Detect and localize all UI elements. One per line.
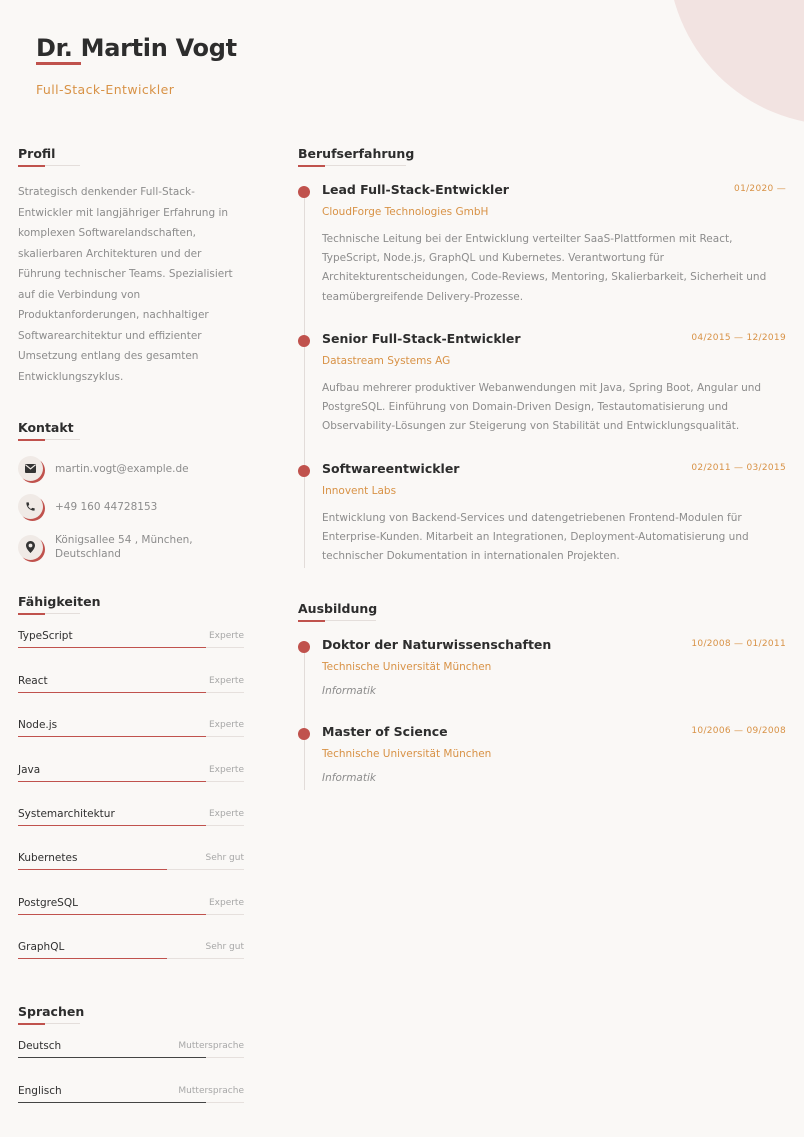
skill-name: React bbox=[18, 675, 48, 687]
skill-level: Experte bbox=[208, 765, 244, 775]
job-role: Full-Stack-Entwickler bbox=[36, 82, 175, 97]
skill-level: Experte bbox=[208, 676, 244, 686]
education-heading-line bbox=[298, 620, 376, 621]
contact-phone[interactable] bbox=[18, 494, 215, 519]
job-company: Innovent Labs bbox=[322, 485, 397, 497]
location-pin-icon bbox=[18, 535, 43, 560]
timeline-dot bbox=[298, 335, 310, 347]
school-name: Technische Universität München bbox=[322, 748, 492, 760]
language-row bbox=[18, 1085, 244, 1105]
language-bar-fill bbox=[18, 1102, 206, 1103]
skill-bar-track bbox=[18, 914, 244, 915]
experience-timeline bbox=[304, 188, 305, 568]
timeline-dot bbox=[298, 186, 310, 198]
skill-row bbox=[18, 675, 244, 695]
job-title: Senior Full-Stack-Entwickler bbox=[322, 331, 521, 346]
email-text: martin.vogt@example.de bbox=[55, 462, 189, 475]
languages-heading-line bbox=[18, 1023, 80, 1024]
education-heading: Ausbildung bbox=[298, 601, 378, 616]
skill-bar-track bbox=[18, 647, 244, 648]
job-date: 02/2011 — 03/2015 bbox=[691, 463, 786, 473]
skill-name: Node.js bbox=[18, 719, 58, 731]
skill-row bbox=[18, 719, 244, 739]
contact-address bbox=[18, 533, 215, 561]
timeline-dot bbox=[298, 728, 310, 740]
skill-bar-fill bbox=[18, 736, 206, 737]
job-date: 04/2015 — 12/2019 bbox=[691, 333, 786, 343]
education-date: 10/2008 — 01/2011 bbox=[691, 639, 786, 649]
skill-row bbox=[18, 941, 244, 961]
field-of-study: Informatik bbox=[322, 772, 376, 784]
experience-heading: Berufserfahrung bbox=[298, 146, 415, 161]
skill-bar-fill bbox=[18, 781, 206, 782]
language-name: Englisch bbox=[18, 1085, 62, 1097]
profile-text: Strategisch denkender Full-Stack-Entwickler mit langjähriger Erfahrung in komplexen Softwarelandschaften, skalierbaren Architekturen und der Führung technischer Teams. Spezialisiert auf die Verbindung von Produktanforderungen, nachhaltiger Softwarearchitektur und effizienter Umsetzung entlang des gesamten Entwicklungszyklus. bbox=[18, 186, 233, 383]
skill-row bbox=[18, 852, 244, 872]
timeline-dot bbox=[298, 641, 310, 653]
language-name: Deutsch bbox=[18, 1040, 62, 1052]
skill-name: GraphQL bbox=[18, 941, 65, 953]
skill-name: PostgreSQL bbox=[18, 897, 78, 909]
timeline-dot bbox=[298, 465, 310, 477]
skill-name: TypeScript bbox=[18, 630, 73, 642]
decorative-blob bbox=[668, 0, 804, 125]
skill-level: Experte bbox=[208, 631, 244, 641]
contact-email[interactable] bbox=[18, 456, 215, 481]
job-description: Technische Leitung bei der Entwicklung verteilter SaaS-Plattformen mit React, TypeScript, Node.js, GraphQL und Kubernetes. Verantwortung für Architekturentscheidungen, Code-Reviews, Mentoring, Skalierbarkeit, Sicherheit und teamübergreifende Delivery-Prozesse. bbox=[322, 233, 767, 303]
person-name: Dr. Martin Vogt bbox=[36, 34, 237, 62]
school-name: Technische Universität München bbox=[322, 661, 492, 673]
job-description: Entwicklung von Backend-Services und datengetriebenen Frontend-Modulen für Enterprise-Kunden. Mitarbeit an Integrationen, Deployment-Automatisierung und technischer Dokumentation in internationalen Projekten. bbox=[322, 512, 749, 563]
skill-bar-track bbox=[18, 958, 244, 959]
skill-bar-fill bbox=[18, 958, 167, 959]
skill-row bbox=[18, 764, 244, 784]
skill-row bbox=[18, 808, 244, 828]
language-level: Muttersprache bbox=[178, 1041, 244, 1051]
skill-name: Systemarchitektur bbox=[18, 808, 115, 820]
job-title: Softwareentwickler bbox=[322, 461, 460, 476]
skill-name: Kubernetes bbox=[18, 852, 78, 864]
skill-level: Sehr gut bbox=[205, 853, 244, 863]
skill-bar-fill bbox=[18, 914, 206, 915]
name-underline bbox=[36, 62, 81, 65]
contact-heading-line bbox=[18, 439, 80, 440]
experience-heading-line bbox=[298, 165, 406, 166]
skill-bar-track bbox=[18, 825, 244, 826]
degree-title: Master of Science bbox=[322, 724, 448, 739]
skill-level: Experte bbox=[208, 898, 244, 908]
skill-bar-track bbox=[18, 781, 244, 782]
skill-level: Experte bbox=[208, 720, 244, 730]
job-description: Aufbau mehrerer produktiver Webanwendungen mit Java, Spring Boot, Angular und PostgreSQL. Einführung von Domain-Driven Design, Testautomatisierung und Observability-Lösungen zur Steigerung von Stabilität und Entwicklungsqualität. bbox=[322, 382, 762, 433]
language-bar-track bbox=[18, 1102, 244, 1103]
education-date: 10/2006 — 09/2008 bbox=[691, 726, 786, 736]
contact-heading: Kontakt bbox=[18, 420, 74, 435]
job-company: CloudForge Technologies GmbH bbox=[322, 206, 489, 218]
mail-icon bbox=[18, 456, 43, 481]
skill-row bbox=[18, 897, 244, 917]
skill-bar-fill bbox=[18, 692, 206, 693]
skill-name: Java bbox=[18, 764, 41, 776]
language-bar-fill bbox=[18, 1057, 206, 1058]
skill-bar-track bbox=[18, 692, 244, 693]
field-of-study: Informatik bbox=[322, 685, 376, 697]
skills-heading: Fähigkeiten bbox=[18, 594, 101, 609]
skill-level: Sehr gut bbox=[205, 942, 244, 952]
languages-heading: Sprachen bbox=[18, 1004, 85, 1019]
skills-heading-line bbox=[18, 613, 80, 614]
skill-level: Experte bbox=[208, 809, 244, 819]
language-row bbox=[18, 1040, 244, 1060]
phone-icon bbox=[18, 494, 43, 519]
job-company: Datastream Systems AG bbox=[322, 355, 451, 367]
skill-bar-fill bbox=[18, 647, 206, 648]
skill-row bbox=[18, 630, 244, 650]
job-date: 01/2020 — bbox=[734, 184, 786, 194]
skill-bar-track bbox=[18, 736, 244, 737]
language-bar-track bbox=[18, 1057, 244, 1058]
phone-text: +49 160 44728153 bbox=[55, 500, 158, 513]
job-title: Lead Full-Stack-Entwickler bbox=[322, 182, 509, 197]
degree-title: Doktor der Naturwissenschaften bbox=[322, 637, 552, 652]
profile-heading: Profil bbox=[18, 146, 56, 161]
skill-bar-track bbox=[18, 869, 244, 870]
language-level: Muttersprache bbox=[178, 1086, 244, 1096]
education-timeline bbox=[304, 642, 305, 790]
skill-bar-fill bbox=[18, 825, 206, 826]
address-text: Königsallee 54 , München, Deutschland bbox=[55, 534, 193, 560]
profile-heading-line bbox=[18, 165, 80, 166]
skill-bar-fill bbox=[18, 869, 167, 870]
